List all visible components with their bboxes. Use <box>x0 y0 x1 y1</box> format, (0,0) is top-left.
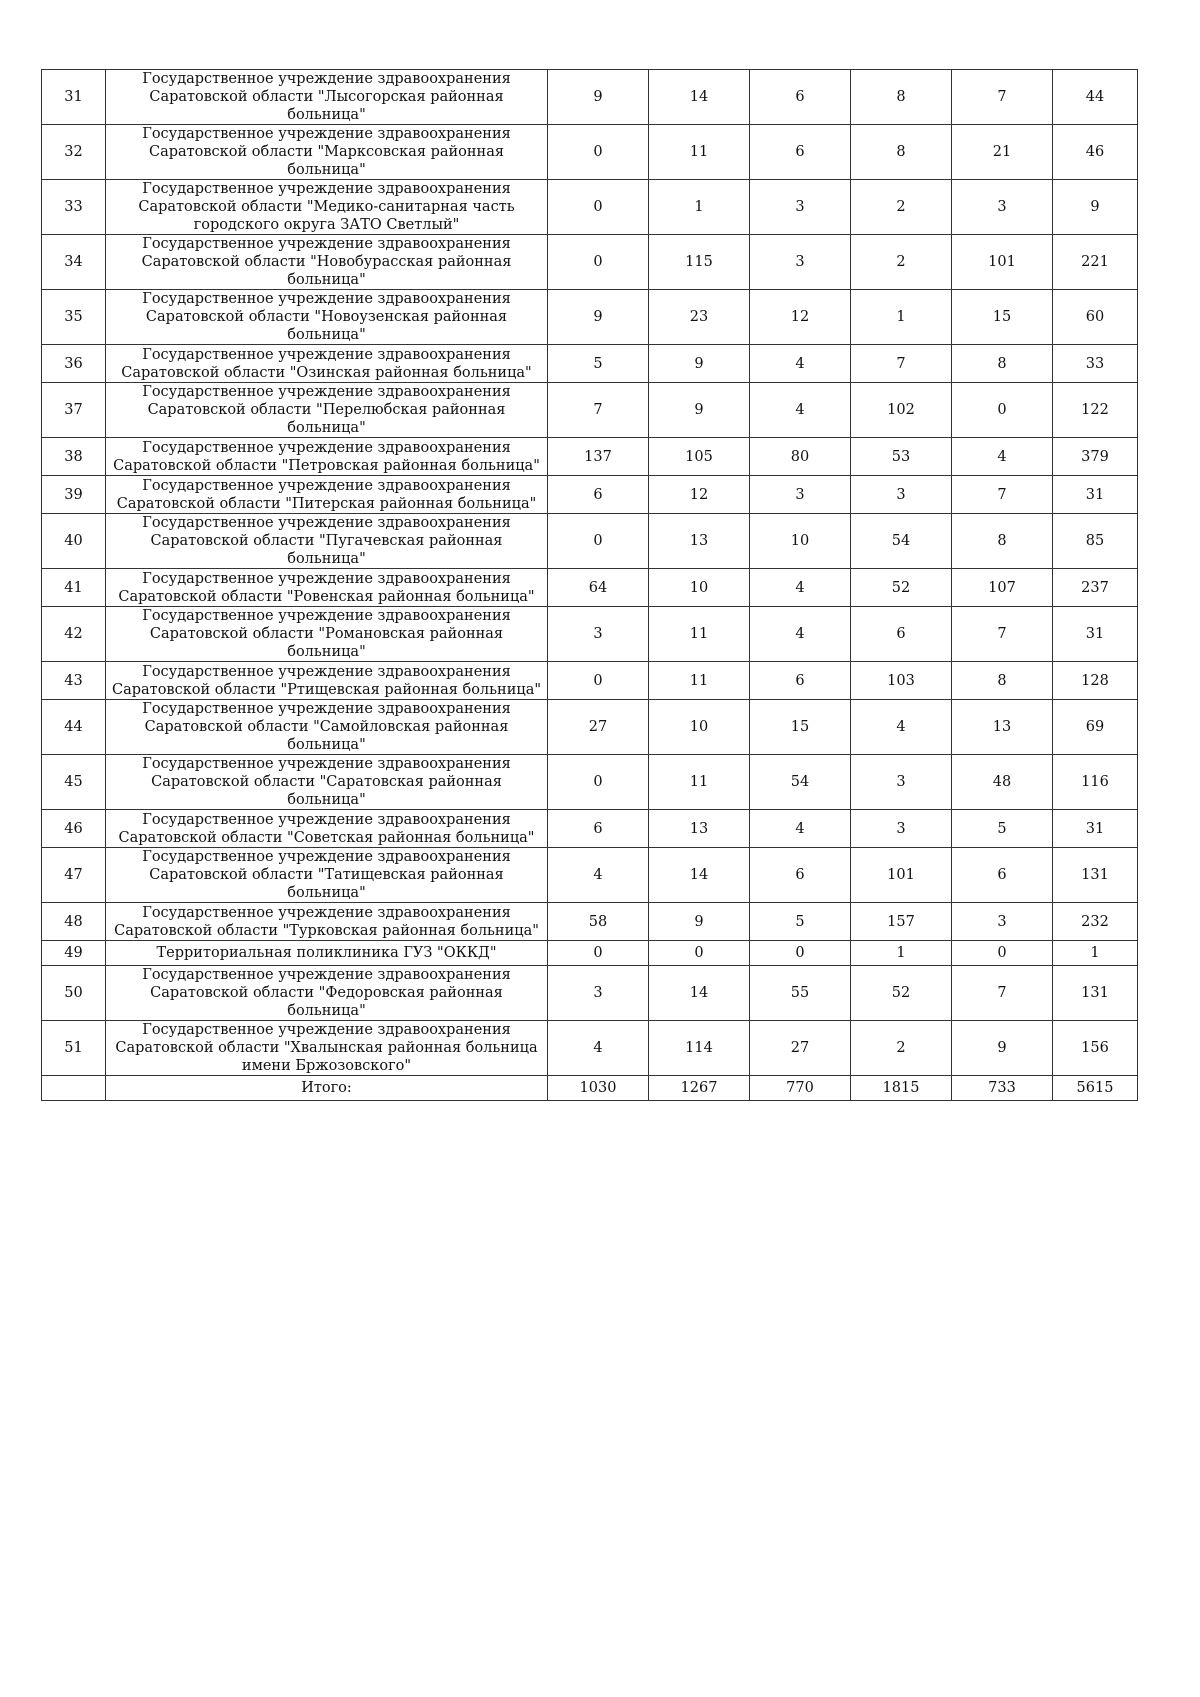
value-cell-5: 101 <box>952 235 1053 290</box>
value-cell-4: 2 <box>851 1021 952 1076</box>
value-cell-4: 2 <box>851 180 952 235</box>
value-cell-1: 0 <box>548 662 649 700</box>
value-cell-1: 5 <box>548 345 649 383</box>
value-cell-1: 137 <box>548 438 649 476</box>
row-number: 39 <box>42 476 106 514</box>
row-number: 36 <box>42 345 106 383</box>
total-value-4: 1815 <box>851 1076 952 1101</box>
value-cell-6: 9 <box>1053 180 1138 235</box>
value-cell-2: 105 <box>649 438 750 476</box>
value-cell-1: 0 <box>548 235 649 290</box>
value-cell-4: 1 <box>851 290 952 345</box>
value-cell-3: 12 <box>750 290 851 345</box>
value-cell-1: 9 <box>548 70 649 125</box>
value-cell-3: 6 <box>750 70 851 125</box>
institution-name: Государственное учреждение здравоохранения Саратовской области "Татищевская районная больница" <box>106 848 548 903</box>
value-cell-3: 27 <box>750 1021 851 1076</box>
institution-name: Государственное учреждение здравоохранения Саратовской области "Советская районная больница" <box>106 810 548 848</box>
value-cell-5: 0 <box>952 941 1053 966</box>
value-cell-4: 8 <box>851 125 952 180</box>
value-cell-4: 1 <box>851 941 952 966</box>
value-cell-5: 9 <box>952 1021 1053 1076</box>
institution-name: Государственное учреждение здравоохранения Саратовской области "Питерская районная больница" <box>106 476 548 514</box>
total-value-3: 770 <box>750 1076 851 1101</box>
row-number: 45 <box>42 755 106 810</box>
table-row <box>42 180 1138 235</box>
value-cell-2: 12 <box>649 476 750 514</box>
value-cell-4: 3 <box>851 476 952 514</box>
value-cell-2: 9 <box>649 345 750 383</box>
value-cell-6: 116 <box>1053 755 1138 810</box>
value-cell-5: 4 <box>952 438 1053 476</box>
row-number: 34 <box>42 235 106 290</box>
value-cell-5: 8 <box>952 514 1053 569</box>
institution-name: Государственное учреждение здравоохранения Саратовской области "Медико-санитарная часть городского округа ЗАТО Светлый" <box>106 180 548 235</box>
value-cell-3: 55 <box>750 966 851 1021</box>
value-cell-5: 7 <box>952 476 1053 514</box>
total-row <box>42 1076 1138 1101</box>
institution-name: Государственное учреждение здравоохранения Саратовской области "Марксовская районная больница" <box>106 125 548 180</box>
value-cell-2: 1 <box>649 180 750 235</box>
value-cell-3: 4 <box>750 383 851 438</box>
value-cell-1: 6 <box>548 810 649 848</box>
institution-name: Государственное учреждение здравоохранения Саратовской области "Ровенская районная больница" <box>106 569 548 607</box>
institution-name: Государственное учреждение здравоохранения Саратовской области "Ртищевская районная больница" <box>106 662 548 700</box>
value-cell-2: 9 <box>649 383 750 438</box>
institution-name: Государственное учреждение здравоохранения Саратовской области "Перелюбская районная больница" <box>106 383 548 438</box>
value-cell-2: 115 <box>649 235 750 290</box>
value-cell-3: 10 <box>750 514 851 569</box>
value-cell-5: 5 <box>952 810 1053 848</box>
institution-name: Государственное учреждение здравоохранения Саратовской области "Озинская районная больница" <box>106 345 548 383</box>
table-row <box>42 662 1138 700</box>
value-cell-4: 52 <box>851 569 952 607</box>
value-cell-3: 3 <box>750 180 851 235</box>
value-cell-2: 14 <box>649 848 750 903</box>
table-row <box>42 514 1138 569</box>
value-cell-6: 131 <box>1053 848 1138 903</box>
value-cell-1: 64 <box>548 569 649 607</box>
value-cell-4: 8 <box>851 70 952 125</box>
row-number: 42 <box>42 607 106 662</box>
value-cell-5: 7 <box>952 70 1053 125</box>
table-row <box>42 810 1138 848</box>
value-cell-4: 4 <box>851 700 952 755</box>
row-number: 49 <box>42 941 106 966</box>
value-cell-1: 0 <box>548 941 649 966</box>
value-cell-6: 379 <box>1053 438 1138 476</box>
value-cell-4: 54 <box>851 514 952 569</box>
institution-name: Государственное учреждение здравоохранения Саратовской области "Новоузенская районная больница" <box>106 290 548 345</box>
value-cell-2: 14 <box>649 966 750 1021</box>
value-cell-5: 15 <box>952 290 1053 345</box>
value-cell-6: 69 <box>1053 700 1138 755</box>
institution-name: Государственное учреждение здравоохранения Саратовской области "Романовская районная больница" <box>106 607 548 662</box>
table-row <box>42 848 1138 903</box>
value-cell-3: 3 <box>750 476 851 514</box>
value-cell-6: 131 <box>1053 966 1138 1021</box>
table-row <box>42 607 1138 662</box>
row-number: 38 <box>42 438 106 476</box>
value-cell-6: 31 <box>1053 476 1138 514</box>
value-cell-4: 6 <box>851 607 952 662</box>
value-cell-1: 6 <box>548 476 649 514</box>
value-cell-6: 31 <box>1053 810 1138 848</box>
value-cell-5: 8 <box>952 345 1053 383</box>
value-cell-3: 54 <box>750 755 851 810</box>
value-cell-3: 4 <box>750 810 851 848</box>
value-cell-3: 4 <box>750 345 851 383</box>
row-number: 50 <box>42 966 106 1021</box>
row-number: 35 <box>42 290 106 345</box>
value-cell-2: 11 <box>649 125 750 180</box>
row-number: 46 <box>42 810 106 848</box>
institution-name: Территориальная поликлиника ГУЗ "ОККД" <box>106 941 548 966</box>
value-cell-1: 4 <box>548 848 649 903</box>
value-cell-6: 85 <box>1053 514 1138 569</box>
value-cell-6: 232 <box>1053 903 1138 941</box>
value-cell-6: 128 <box>1053 662 1138 700</box>
row-number: 40 <box>42 514 106 569</box>
institution-name: Государственное учреждение здравоохранения Саратовской области "Пугачевская районная больница" <box>106 514 548 569</box>
value-cell-5: 0 <box>952 383 1053 438</box>
value-cell-2: 0 <box>649 941 750 966</box>
value-cell-6: 237 <box>1053 569 1138 607</box>
row-number: 51 <box>42 1021 106 1076</box>
table-row <box>42 70 1138 125</box>
value-cell-3: 3 <box>750 235 851 290</box>
row-number: 41 <box>42 569 106 607</box>
institution-name: Государственное учреждение здравоохранения Саратовской области "Хвалынская районная больница имени Бржозовского" <box>106 1021 548 1076</box>
value-cell-3: 6 <box>750 662 851 700</box>
institution-name: Государственное учреждение здравоохранения Саратовской области "Лысогорская районная больница" <box>106 70 548 125</box>
value-cell-1: 0 <box>548 180 649 235</box>
value-cell-5: 6 <box>952 848 1053 903</box>
value-cell-6: 44 <box>1053 70 1138 125</box>
institution-name: Государственное учреждение здравоохранения Саратовской области "Самойловская районная больница" <box>106 700 548 755</box>
value-cell-2: 10 <box>649 700 750 755</box>
total-value-2: 1267 <box>649 1076 750 1101</box>
table-row <box>42 438 1138 476</box>
table-row <box>42 345 1138 383</box>
institution-name: Государственное учреждение здравоохранения Саратовской области "Федоровская районная больница" <box>106 966 548 1021</box>
row-number: 43 <box>42 662 106 700</box>
row-number: 37 <box>42 383 106 438</box>
table-row <box>42 235 1138 290</box>
institution-name: Государственное учреждение здравоохранения Саратовской области "Петровская районная больница" <box>106 438 548 476</box>
value-cell-4: 53 <box>851 438 952 476</box>
value-cell-2: 11 <box>649 662 750 700</box>
value-cell-1: 3 <box>548 607 649 662</box>
row-number: 44 <box>42 700 106 755</box>
value-cell-1: 9 <box>548 290 649 345</box>
value-cell-2: 9 <box>649 903 750 941</box>
value-cell-1: 27 <box>548 700 649 755</box>
value-cell-6: 60 <box>1053 290 1138 345</box>
value-cell-5: 7 <box>952 966 1053 1021</box>
value-cell-6: 33 <box>1053 345 1138 383</box>
value-cell-1: 58 <box>548 903 649 941</box>
value-cell-3: 6 <box>750 848 851 903</box>
total-row-number <box>42 1076 106 1101</box>
value-cell-6: 156 <box>1053 1021 1138 1076</box>
value-cell-4: 7 <box>851 345 952 383</box>
value-cell-5: 13 <box>952 700 1053 755</box>
value-cell-4: 2 <box>851 235 952 290</box>
value-cell-1: 4 <box>548 1021 649 1076</box>
value-cell-6: 122 <box>1053 383 1138 438</box>
total-value-5: 733 <box>952 1076 1053 1101</box>
value-cell-4: 102 <box>851 383 952 438</box>
value-cell-3: 4 <box>750 569 851 607</box>
table-row <box>42 125 1138 180</box>
table-row <box>42 966 1138 1021</box>
value-cell-4: 3 <box>851 755 952 810</box>
value-cell-3: 5 <box>750 903 851 941</box>
value-cell-2: 13 <box>649 810 750 848</box>
table-body <box>42 70 1138 1101</box>
table-row <box>42 476 1138 514</box>
institution-name: Государственное учреждение здравоохранения Саратовской области "Турковская районная больница" <box>106 903 548 941</box>
row-number: 48 <box>42 903 106 941</box>
value-cell-4: 101 <box>851 848 952 903</box>
total-value-1: 1030 <box>548 1076 649 1101</box>
table-row <box>42 1021 1138 1076</box>
value-cell-6: 1 <box>1053 941 1138 966</box>
value-cell-2: 14 <box>649 70 750 125</box>
value-cell-3: 0 <box>750 941 851 966</box>
value-cell-1: 7 <box>548 383 649 438</box>
value-cell-6: 221 <box>1053 235 1138 290</box>
value-cell-6: 46 <box>1053 125 1138 180</box>
value-cell-3: 6 <box>750 125 851 180</box>
value-cell-2: 23 <box>649 290 750 345</box>
value-cell-1: 0 <box>548 755 649 810</box>
value-cell-4: 52 <box>851 966 952 1021</box>
value-cell-4: 103 <box>851 662 952 700</box>
row-number: 33 <box>42 180 106 235</box>
institution-name: Государственное учреждение здравоохранения Саратовской области "Новобурасская районная больница" <box>106 235 548 290</box>
row-number: 47 <box>42 848 106 903</box>
row-number: 32 <box>42 125 106 180</box>
value-cell-5: 3 <box>952 180 1053 235</box>
value-cell-5: 7 <box>952 607 1053 662</box>
value-cell-2: 11 <box>649 755 750 810</box>
table-row <box>42 383 1138 438</box>
institution-name: Государственное учреждение здравоохранения Саратовской области "Саратовская районная больница" <box>106 755 548 810</box>
value-cell-2: 10 <box>649 569 750 607</box>
table-row <box>42 700 1138 755</box>
table-row <box>42 755 1138 810</box>
value-cell-5: 21 <box>952 125 1053 180</box>
table-row <box>42 903 1138 941</box>
value-cell-6: 31 <box>1053 607 1138 662</box>
table-row <box>42 941 1138 966</box>
table-row <box>42 569 1138 607</box>
total-value-6: 5615 <box>1053 1076 1138 1101</box>
row-number: 31 <box>42 70 106 125</box>
total-row-label: Итого: <box>106 1076 548 1101</box>
value-cell-2: 13 <box>649 514 750 569</box>
value-cell-3: 4 <box>750 607 851 662</box>
statistics-table <box>41 69 1138 1101</box>
value-cell-1: 0 <box>548 514 649 569</box>
value-cell-4: 157 <box>851 903 952 941</box>
value-cell-1: 0 <box>548 125 649 180</box>
value-cell-4: 3 <box>851 810 952 848</box>
value-cell-5: 107 <box>952 569 1053 607</box>
value-cell-5: 48 <box>952 755 1053 810</box>
value-cell-1: 3 <box>548 966 649 1021</box>
value-cell-5: 3 <box>952 903 1053 941</box>
value-cell-2: 11 <box>649 607 750 662</box>
value-cell-3: 15 <box>750 700 851 755</box>
table-row <box>42 290 1138 345</box>
value-cell-5: 8 <box>952 662 1053 700</box>
value-cell-2: 114 <box>649 1021 750 1076</box>
value-cell-3: 80 <box>750 438 851 476</box>
